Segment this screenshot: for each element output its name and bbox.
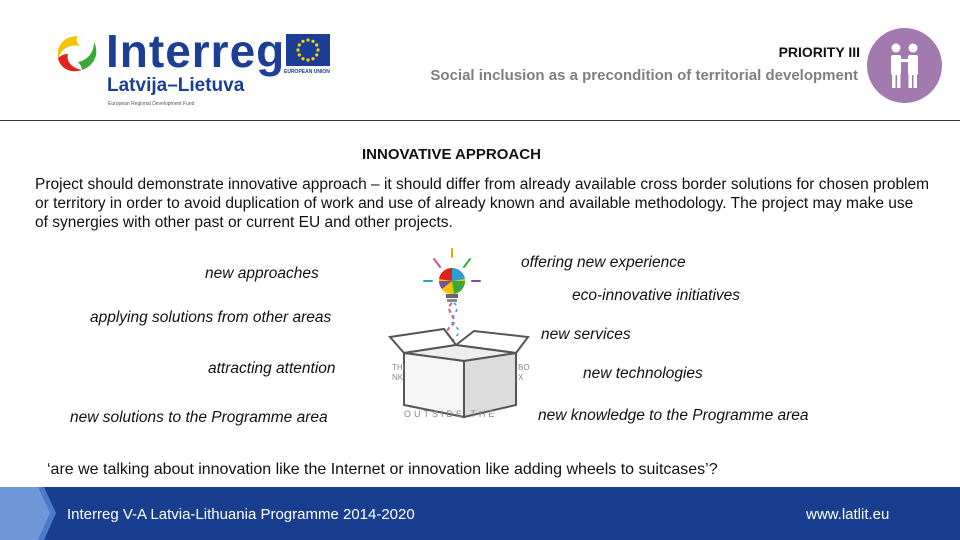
footer-website-link[interactable]: www.latlit.eu: [806, 506, 890, 523]
left-label: applying solutions from other areas: [90, 309, 332, 326]
eu-label: EUROPEAN UNION: [284, 69, 330, 75]
lightbulb-box-icon: [384, 245, 540, 435]
right-label: eco-innovative initiatives: [572, 287, 741, 304]
box-side-text-left: THINK: [392, 363, 405, 382]
logo-subtitle: Latvija–Lietuva: [107, 75, 245, 96]
logo-swirl-icon: [54, 32, 102, 74]
box-front-text: OUTSIDE THE: [404, 409, 498, 419]
footer-arrow-icon: [0, 487, 56, 540]
header-divider: [0, 120, 960, 121]
right-label: new technologies: [583, 365, 703, 382]
right-label: new services: [541, 326, 631, 343]
priority-badge: [867, 28, 942, 103]
think-outside-the-box-graphic: [384, 245, 540, 435]
interreg-logo: [52, 26, 352, 116]
priority-title: PRIORITY III: [778, 44, 860, 60]
left-label: attracting attention: [208, 360, 336, 377]
left-label: new solutions to the Programme area: [70, 409, 328, 426]
section-title: INNOVATIVE APPROACH: [362, 146, 541, 163]
left-label: new approaches: [205, 265, 319, 282]
logo-wordmark: Interreg: [106, 25, 286, 77]
quote-text: ‘are we talking about innovation like the Internet or innovation like adding wheels to suitcases’?: [47, 461, 718, 478]
logo-tagline: European Regional Development Fund: [108, 101, 195, 107]
eu-flag-icon: [286, 34, 330, 66]
people-icon: [867, 28, 942, 103]
box-side-text-right: BOX: [518, 363, 530, 382]
footer-programme-text: Interreg V-A Latvia-Lithuania Programme 2014-2020: [67, 506, 415, 523]
right-label: new knowledge to the Programme area: [538, 407, 809, 424]
intro-paragraph: Project should demonstrate innovative approach – it should differ from already available cross border solutions for chosen problem or territory in order to avoid duplication of work and use of already known and available methodology. The project may make use of synergies with other past or current EU and other projects.: [35, 176, 930, 231]
priority-subtitle: Social inclusion as a precondition of territorial development: [430, 67, 858, 84]
right-label: offering new experience: [521, 254, 686, 271]
